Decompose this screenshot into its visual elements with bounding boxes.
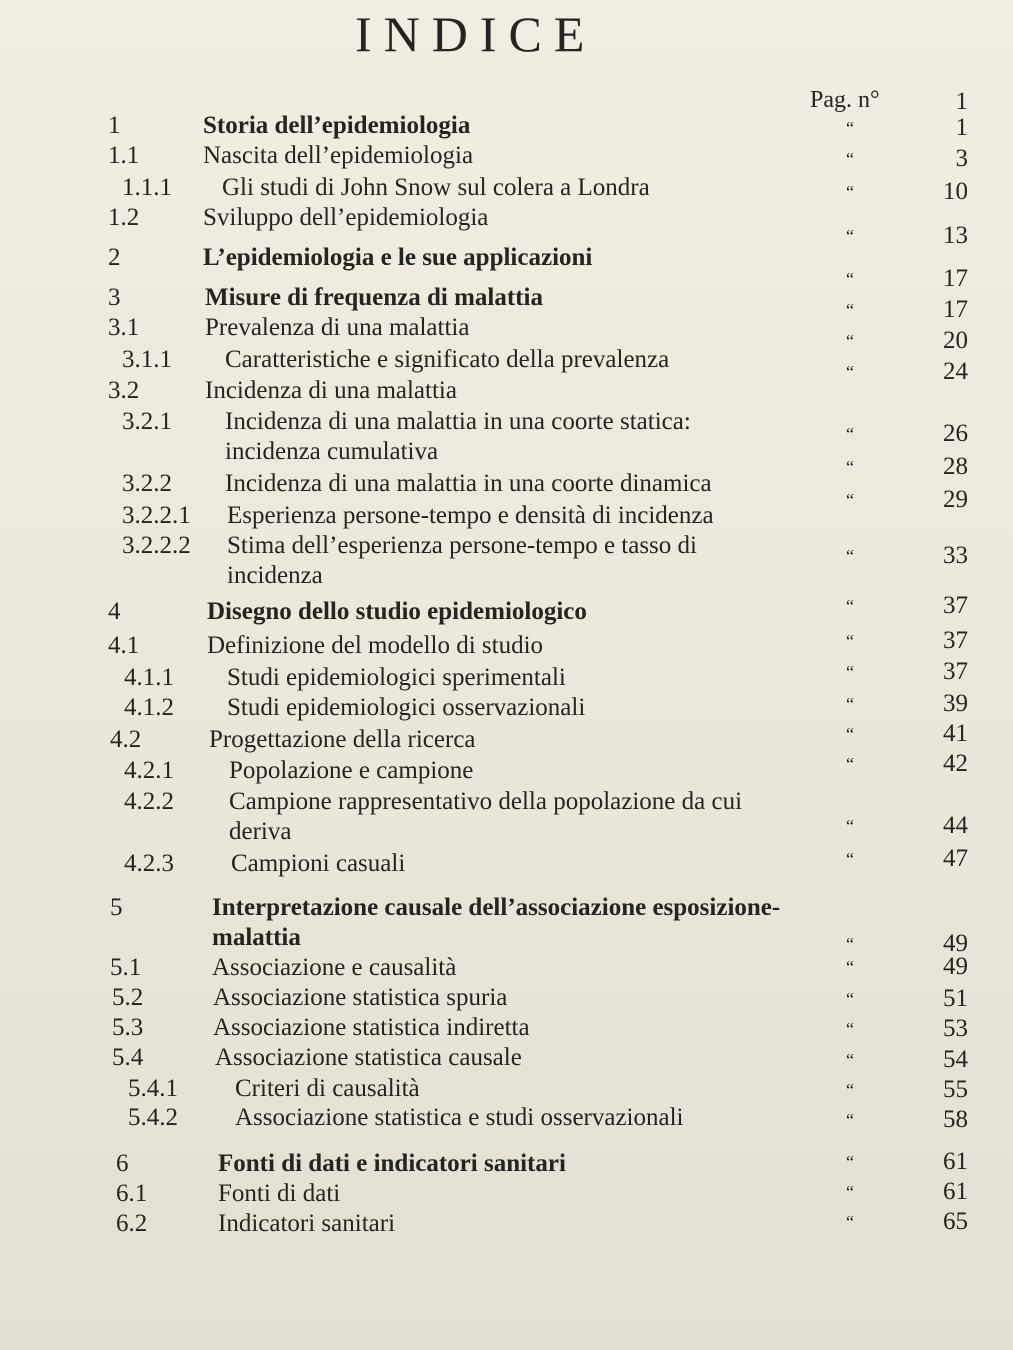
entry-title-4-1: Definizione del modello di studio	[207, 632, 544, 659]
ditto-mark: “	[846, 957, 854, 977]
entry-title-2: L’epidemiologia e le sue applicazioni	[203, 244, 593, 271]
entry-page-4-2-3: 47	[943, 845, 968, 872]
entry-page-5-4-2: 58	[943, 1106, 968, 1133]
ditto-mark: “	[846, 1019, 854, 1039]
ditto-mark: “	[846, 694, 854, 714]
entry-page-5-4: 54	[943, 1046, 968, 1073]
entry-number-5-4: 5.4	[112, 1044, 144, 1071]
entry-number-4-2-2: 4.2.2	[124, 788, 174, 815]
entry-number-4-1: 4.1	[108, 632, 140, 659]
entry-page-2: 17	[943, 265, 968, 292]
entry-number-2: 2	[108, 244, 121, 271]
entry-page-6-1: 61	[943, 1178, 968, 1205]
entry-title-4: Disegno dello studio epidemiologico	[207, 598, 587, 625]
ditto-mark: “	[846, 269, 854, 289]
entry-title-1-2: Sviluppo dell’epidemiologia	[203, 204, 489, 231]
entry-title-3: Misure di frequenza di malattia	[205, 284, 543, 311]
entry-title-6: Fonti di dati e indicatori sanitari	[218, 1150, 566, 1177]
entry-page-5-4-1: 55	[943, 1076, 968, 1103]
entry-title-3-1: Prevalenza di una malattia	[205, 314, 470, 341]
ditto-mark: “	[846, 662, 854, 682]
entry-page-3-2-2-2: 33	[943, 542, 968, 569]
ditto-mark: “	[846, 1152, 854, 1172]
entry-page-4-1: 37	[943, 627, 968, 654]
entry-page-4-1-2: 39	[943, 690, 968, 717]
entry-title-cont-15: incidenza	[227, 562, 323, 589]
entry-number-4-1-1: 4.1.1	[124, 664, 174, 691]
ditto-mark: “	[846, 724, 854, 744]
entry-page-1: 1	[955, 114, 968, 141]
entry-number-4-2-1: 4.2.1	[124, 757, 174, 784]
entry-title-4-2: Progettazione della ricerca	[209, 726, 476, 753]
ditto-mark: “	[846, 934, 854, 954]
entry-number-5-3: 5.3	[112, 1014, 144, 1041]
entry-page-3-1: 20	[943, 327, 968, 354]
ditto-mark: “	[846, 1050, 854, 1070]
ditto-mark: “	[846, 331, 854, 351]
entry-page-cont-11: 28	[943, 453, 968, 480]
entry-title-4-2-3: Campioni casuali	[231, 850, 406, 877]
entry-number-5-4-1: 5.4.1	[128, 1075, 178, 1102]
entry-title-1-1: Nascita dell’epidemiologia	[203, 142, 474, 169]
entry-number-1-2: 1.2	[108, 204, 140, 231]
entry-title-3-2-2-1: Esperienza persone-tempo e densità di incidenza	[227, 502, 714, 529]
entry-title-5-4-1: Criteri di causalità	[235, 1075, 420, 1102]
ditto-mark: “	[846, 1212, 854, 1232]
entry-title-4-2-1: Popolazione e campione	[229, 757, 474, 784]
ditto-mark: “	[846, 631, 854, 651]
entry-number-4-1-2: 4.1.2	[124, 694, 174, 721]
entry-page-4-2: 42	[943, 750, 968, 777]
entry-title-cont-27: malattia	[212, 924, 301, 951]
entry-title-6-2: Indicatori sanitari	[218, 1210, 396, 1237]
entry-title-4-2-2: Campione rappresentativo della popolazione da cui	[229, 788, 743, 815]
entry-number-3-2-2-2: 3.2.2.2	[122, 532, 191, 559]
page-number-header: Pag. n°	[810, 87, 880, 113]
entry-number-5-1: 5.1	[110, 954, 142, 981]
entry-title-6-1: Fonti di dati	[218, 1180, 341, 1207]
ditto-mark: “	[846, 754, 854, 774]
entry-number-3-2-2-1: 3.2.2.1	[122, 502, 191, 529]
entry-title-4-1-2: Studi epidemiologici osservazionali	[227, 694, 586, 721]
ditto-mark: “	[846, 118, 854, 138]
entry-title-3-1-1: Caratteristiche e significato della prevalenza	[225, 346, 670, 373]
ditto-mark: “	[846, 362, 854, 382]
entry-title-cont-11: incidenza cumulativa	[225, 438, 439, 465]
entry-title-cont-24: deriva	[229, 818, 292, 845]
entry-number-5: 5	[110, 894, 123, 921]
entry-page-3-2-1: 26	[943, 420, 968, 447]
entry-title-3-2: Incidenza di una malattia	[205, 377, 457, 404]
ditto-mark: “	[846, 1110, 854, 1130]
entry-page-cont-20: 41	[943, 720, 968, 747]
entry-title-1-1-1: Gli studi di John Snow sul colera a Londra	[222, 174, 650, 201]
entry-page-5-2: 51	[943, 985, 968, 1012]
entry-number-1-1: 1.1	[108, 142, 140, 169]
entry-number-1: 1	[108, 112, 121, 139]
entry-page-4: 37	[943, 592, 968, 619]
entry-number-1-1-1: 1.1.1	[122, 174, 172, 201]
entry-page-6-2: 65	[943, 1208, 968, 1235]
entry-number-3-2-2: 3.2.2	[122, 470, 172, 497]
entry-title-1: Storia dell’epidemiologia	[203, 112, 471, 139]
ditto-mark: “	[846, 816, 854, 836]
entry-title-3-2-2: Incidenza di una malattia in una coorte dinamica	[225, 470, 712, 497]
entry-number-6-2: 6.2	[116, 1210, 148, 1237]
entry-page-1-2: 13	[943, 222, 968, 249]
entry-page-3-1-1: 24	[943, 358, 968, 385]
entry-title-5-3: Associazione statistica indiretta	[213, 1014, 530, 1041]
ditto-mark: “	[846, 849, 854, 869]
entry-title-5-4-2: Associazione statistica e studi osservazionali	[235, 1104, 684, 1131]
ditto-mark: “	[846, 596, 854, 616]
entry-page-1-1-1: 10	[943, 178, 968, 205]
ditto-mark: “	[846, 182, 854, 202]
entry-number-3-2-1: 3.2.1	[122, 408, 172, 435]
ditto-mark: “	[846, 490, 854, 510]
entry-number-3: 3	[108, 284, 121, 311]
entry-page-6: 61	[943, 1148, 968, 1175]
entry-number-4-2: 4.2	[110, 726, 142, 753]
entry-number-5-2: 5.2	[112, 984, 144, 1011]
ditto-mark: “	[846, 1080, 854, 1100]
entry-page-cont-24: 44	[943, 812, 968, 839]
page-title: INDICE	[355, 6, 597, 62]
entry-title-5: Interpretazione causale dell’associazione esposizione-	[212, 894, 781, 921]
entry-number-3-1-1: 3.1.1	[122, 346, 172, 373]
entry-number-4: 4	[108, 598, 121, 625]
ditto-mark: “	[846, 300, 854, 320]
entry-title-5-4: Associazione statistica causale	[215, 1044, 522, 1071]
entry-number-3-2: 3.2	[108, 377, 140, 404]
ditto-mark: “	[846, 149, 854, 169]
entry-number-6-1: 6.1	[116, 1180, 148, 1207]
entry-number-3-1: 3.1	[108, 314, 140, 341]
ditto-mark: “	[846, 546, 854, 566]
entry-title-3-2-2-2: Stima dell’esperienza persone-tempo e tasso di	[227, 532, 697, 559]
entry-page-5-1: 49	[943, 953, 968, 980]
entry-title-5-1: Associazione e causalità	[212, 954, 457, 981]
entry-page-cont-27: 49	[943, 930, 968, 957]
entry-page-3: 17	[943, 296, 968, 323]
entry-title-3-2-1: Incidenza di una malattia in una coorte statica:	[225, 408, 691, 435]
ditto-mark: “	[846, 989, 854, 1009]
entry-page-4-1-1: 37	[943, 658, 968, 685]
entry-number-4-2-3: 4.2.3	[124, 850, 174, 877]
entry-number-5-4-2: 5.4.2	[128, 1104, 178, 1131]
entry-title-5-2: Associazione statistica spuria	[213, 984, 508, 1011]
entry-title-4-1-1: Studi epidemiologici sperimentali	[227, 664, 566, 691]
ditto-mark: “	[846, 424, 854, 444]
entry-page-5-3: 53	[943, 1015, 968, 1042]
entry-page-cont-0: 1	[955, 88, 968, 115]
ditto-mark: “	[846, 1182, 854, 1202]
ditto-mark: “	[846, 226, 854, 246]
ditto-mark: “	[846, 457, 854, 477]
entry-page-1-1: 3	[955, 145, 968, 172]
entry-number-6: 6	[116, 1150, 129, 1177]
entry-page-3-2-2: 29	[943, 486, 968, 513]
